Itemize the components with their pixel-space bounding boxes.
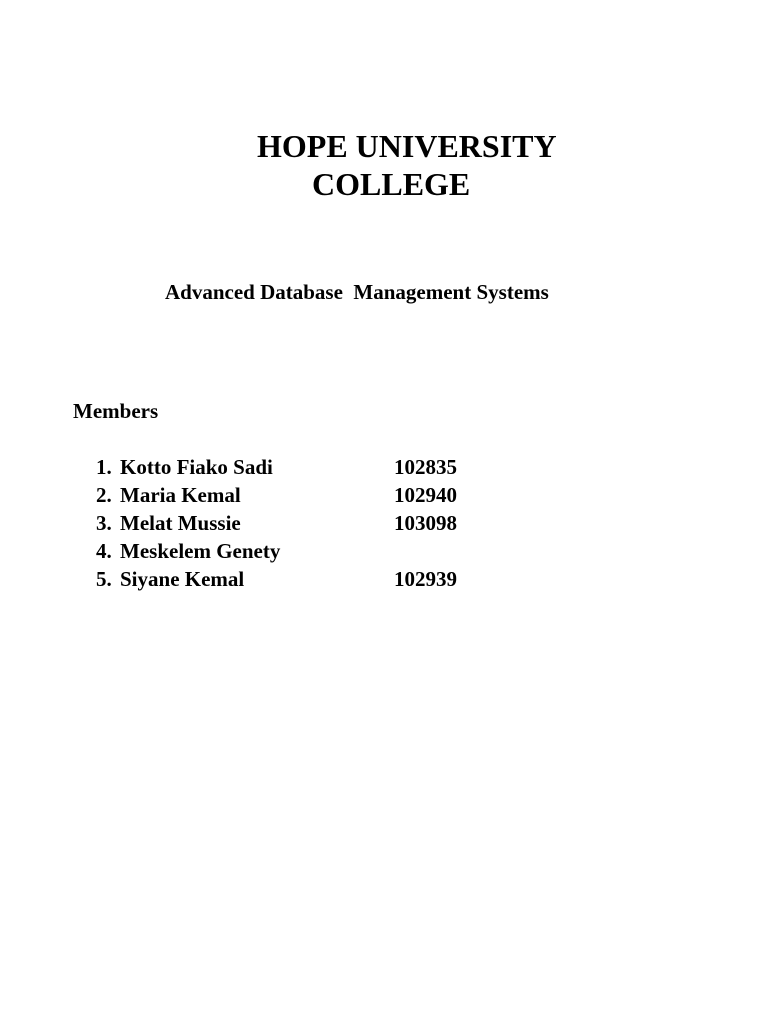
member-number: 3.: [96, 511, 112, 535]
member-name: Siyane Kemal: [120, 567, 245, 591]
member-id: 103098: [394, 511, 457, 535]
member-item: [0, 510, 768, 538]
member-name: Maria Kemal: [120, 483, 241, 507]
member-name: Melat Mussie: [120, 511, 241, 535]
member-item: [0, 454, 768, 482]
member-id: 102835: [394, 455, 457, 479]
member-item: [0, 538, 768, 566]
member-item: [0, 566, 768, 594]
member-id: 102939: [394, 567, 457, 591]
title-line-2: COLLEGE: [312, 166, 471, 202]
member-number: 5.: [96, 567, 112, 591]
member-id: 102940: [394, 483, 457, 507]
members-list: [0, 454, 768, 594]
member-name: Kotto Fiako Sadi: [120, 455, 273, 479]
member-number: 1.: [96, 455, 112, 479]
member-number: 2.: [96, 483, 112, 507]
course-title: Advanced Database Management Systems: [165, 280, 549, 304]
member-item: [0, 482, 768, 510]
member-name: Meskelem Genety: [120, 539, 281, 563]
members-heading: Members: [73, 399, 159, 423]
title-line-1: HOPE UNIVERSITY: [257, 128, 557, 164]
member-number: 4.: [96, 539, 112, 563]
